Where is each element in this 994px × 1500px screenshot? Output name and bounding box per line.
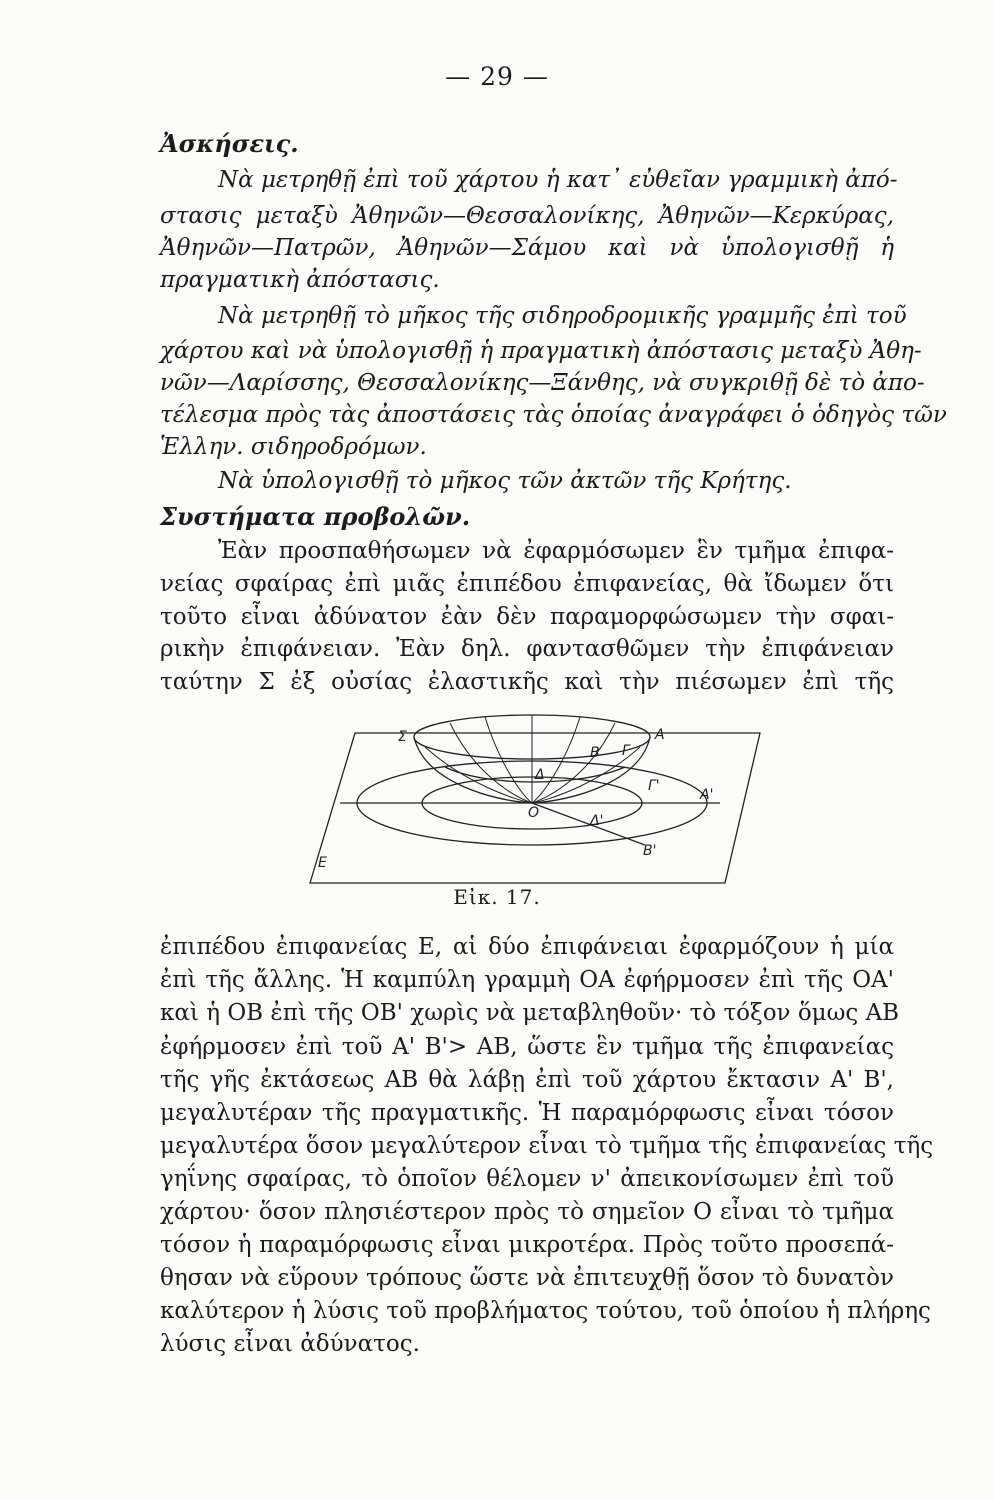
label-Delta: Δ bbox=[535, 767, 545, 783]
label-A-prime: A' bbox=[700, 787, 714, 803]
text-line: ταύτην Σ ἐξ οὐσίας ἐλαστικῆς καὶ τὴν πιέσωμεν ἐπὶ τῆς bbox=[160, 669, 894, 695]
text-line: τέλεσμα πρὸς τὰς ἀποστάσεις τὰς ὁποίας ἀναγράφει ὁ ὁδηγὸς τῶν bbox=[160, 402, 947, 428]
label-B-prime: B' bbox=[643, 843, 657, 859]
page-number: — 29 — bbox=[445, 62, 549, 91]
text-line: τόσον ἡ παραμόρφωσις εἶναι μικροτέρα. Πρὸς τοῦτο προσεπά- bbox=[160, 1232, 894, 1258]
radial-line bbox=[532, 803, 645, 845]
text-line: γηΐνης σφαίρας, τὸ ὁποῖον θέλομεν ν' ἀπεικονίσωμεν ἐπὶ τοῦ bbox=[160, 1166, 894, 1192]
projection-figure bbox=[300, 705, 770, 895]
text-line: τῆς γῆς ἐκτάσεως ΑΒ θὰ λάβῃ ἐπὶ τοῦ χάρτου ἔκτασιν Α' Β', bbox=[160, 1067, 894, 1093]
text-line: χάρτου καὶ νὰ ὑπολογισθῇ ἡ πραγματικὴ ἀπόστασις μεταξὺ Ἀθη- bbox=[160, 338, 922, 364]
label-Delta-prime: Δ' bbox=[590, 813, 604, 829]
text-line: Ἀθηνῶν—Πατρῶν, Ἀθηνῶν—Σάμου καὶ νὰ ὑπολογισθῇ ἡ bbox=[160, 235, 894, 261]
label-B: B bbox=[590, 745, 600, 761]
text-line: Νὰ μετρηθῇ ἐπὶ τοῦ χάρτου ἡ κατ᾿ εὐθεῖαν γραμμικὴ ἀπό- bbox=[218, 167, 898, 193]
label-E: E bbox=[318, 855, 327, 871]
label-Gamma-prime: Γ' bbox=[648, 778, 660, 794]
text-line: νείας σφαίρας ἐπὶ μιᾶς ἐπιπέδου ἐπιφανείας, θὰ ἴδωμεν ὅτι bbox=[160, 571, 894, 597]
text-line: χάρτου· ὅσον πλησιέστερον πρὸς τὸ σημεῖον Ο εἶναι τὸ τμῆμα bbox=[160, 1199, 894, 1225]
text-line: μεγαλυτέραν τῆς πραγματικῆς. Ἡ παραμόρφωσις εἶναι τόσον bbox=[160, 1100, 894, 1126]
figure-caption: Εἰκ. 17. bbox=[453, 885, 541, 909]
text-line: στασις μεταξὺ Ἀθηνῶν—Θεσσαλονίκης, Ἀθηνῶν—Κερκύρας, bbox=[160, 203, 894, 229]
label-sigma: Σ bbox=[398, 729, 407, 745]
text-line: ρικὴν ἐπιφάνειαν. Ἐὰν δηλ. φαντασθῶμεν τὴν ἐπιφάνειαν bbox=[160, 636, 894, 662]
text-line: Ἑλλην. σιδηροδρόμων. bbox=[160, 434, 427, 460]
text-line: τοῦτο εἶναι ἀδύνατον ἐὰν δὲν παραμορφώσωμεν τὴν σφαι- bbox=[160, 604, 894, 630]
text-line: ἐφήρμοσεν ἐπὶ τοῦ Α' Β'> ΑΒ, ὥστε ἓν τμῆμα τῆς ἐπιφανείας bbox=[160, 1034, 894, 1060]
text-line: νῶν—Λαρίσσης, Θεσσαλονίκης—Ξάνθης, νὰ συγκριθῇ δὲ τὸ ἀπο- bbox=[160, 370, 925, 396]
label-A: A bbox=[655, 727, 665, 743]
text-line: μεγαλυτέρα ὅσον μεγαλύτερον εἶναι τὸ τμῆμα τῆς ἐπιφανείας τῆς bbox=[160, 1133, 934, 1159]
text-line: καλύτερον ἡ λύσις τοῦ προβλήματος τούτου, τοῦ ὁποίου ἡ πλήρης bbox=[160, 1298, 931, 1324]
text-line: πραγματικὴ ἀπόστασις. bbox=[160, 267, 440, 293]
bowl-meridian bbox=[425, 747, 532, 803]
label-Gamma: Γ bbox=[622, 743, 630, 759]
text-line: θησαν νὰ εὕρουν τρόπους ὥστε νὰ ἐπιτευχθῇ ὅσον τὸ δυνατὸν bbox=[160, 1265, 894, 1291]
text-line: Ἐὰν προσπαθήσωμεν νὰ ἐφαρμόσωμεν ἓν τμῆμα ἐπιφα- bbox=[218, 538, 894, 564]
label-O: O bbox=[528, 805, 540, 821]
text-line: ἐπιπέδου ἐπιφανείας Ε, αἱ δύο ἐπιφάνειαι ἐφαρμόζουν ἡ μία bbox=[160, 934, 894, 960]
text-line: καὶ ἡ ΟΒ ἐπὶ τῆς ΟΒ' χωρὶς νὰ μεταβληθοῦν· τὸ τόξον ὅμως ΑΒ bbox=[160, 1000, 900, 1026]
text-line: Νὰ μετρηθῇ τὸ μῆκος τῆς σιδηροδρομικῆς γραμμῆς ἐπὶ τοῦ bbox=[218, 303, 907, 329]
text-line: Νὰ ὑπολογισθῇ τὸ μῆκος τῶν ἀκτῶν τῆς Κρήτης. bbox=[218, 468, 792, 494]
projections-heading: Συστήματα προβολῶν. bbox=[160, 502, 471, 531]
text-line: λύσις εἶναι ἀδύνατος. bbox=[160, 1331, 420, 1357]
text-line: ἐπὶ τῆς ἄλλης. Ἡ καμπύλη γραμμὴ ΟΑ ἐφήρμοσεν ἐπὶ τῆς ΟΑ' bbox=[160, 967, 894, 993]
exercises-heading: Ἀσκήσεις. bbox=[160, 129, 299, 158]
